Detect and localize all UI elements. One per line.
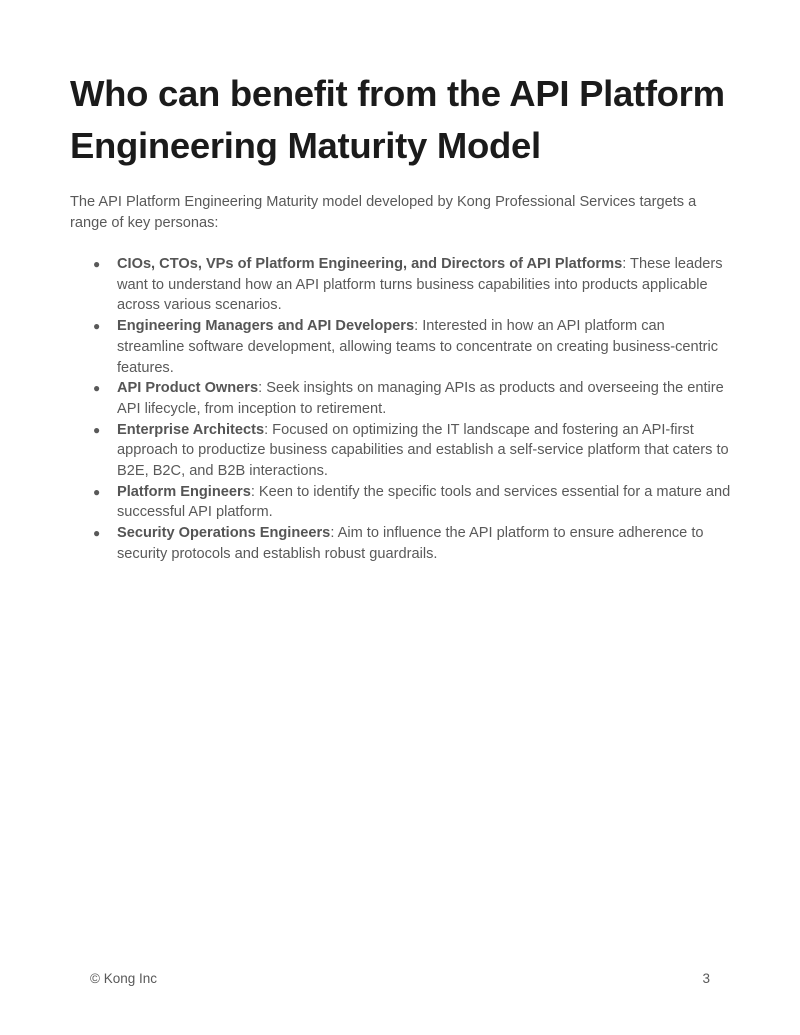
bullet-icon: ● — [93, 319, 101, 334]
document-page — [70, 68, 732, 565]
persona-description: : Interested in how an API platform can streamline software development, allowing teams to concentrate on creating business-centric features. — [117, 318, 719, 376]
bullet-icon: ● — [93, 422, 101, 437]
bullet-icon: ● — [93, 257, 101, 271]
bullet-icon: ● — [93, 484, 101, 499]
persona-description: : Seek insights on managing APIs as products and overseeing the entire API lifecycle, from inception to retirement. — [117, 380, 724, 417]
persona-role: API Product Owners — [117, 380, 259, 397]
personas-list — [70, 254, 732, 565]
bullet-icon: ● — [93, 526, 101, 541]
persona-description: : Keen to identify the specific tools and services essential for a mature and successful API platform. — [117, 483, 731, 521]
persona-description: : Focused on optimizing the IT landscape and fostering an API-first approach to productize business capabilities and establish a self-service platform that caters to B2E, B2C, and B2B interactions. — [117, 421, 729, 480]
list-item — [93, 316, 732, 378]
persona-description: : Aim to influence the API platform to ensure adherence to security protocols and establish robust guardrails. — [117, 525, 704, 562]
persona-description: : These leaders want to understand how an API platform turns business capabilities into products applicable across various scenarios. — [117, 256, 723, 314]
list-item — [93, 420, 732, 482]
footer-page-number: 3 — [702, 971, 710, 986]
list-item — [93, 378, 732, 419]
persona-role: CIOs, CTOs, VPs of Platform Engineering, and Directors of API Platforms — [117, 256, 623, 272]
list-item — [93, 523, 732, 564]
intro-paragraph: The API Platform Engineering Maturity model developed by Kong Professional Services targets a range of key personas: — [70, 194, 697, 231]
list-item — [93, 482, 732, 523]
persona-role: Enterprise Architects — [117, 421, 265, 438]
persona-role: Platform Engineers — [117, 483, 251, 500]
footer-copyright: © Kong Inc — [90, 971, 157, 986]
bullet-icon: ● — [93, 381, 101, 396]
list-item — [93, 254, 732, 316]
persona-role: Engineering Managers and API Developers — [117, 318, 415, 335]
page-title: Who can benefit from the API Platform Engineering Maturity Model — [70, 73, 725, 166]
persona-role: Security Operations Engineers — [117, 525, 331, 542]
